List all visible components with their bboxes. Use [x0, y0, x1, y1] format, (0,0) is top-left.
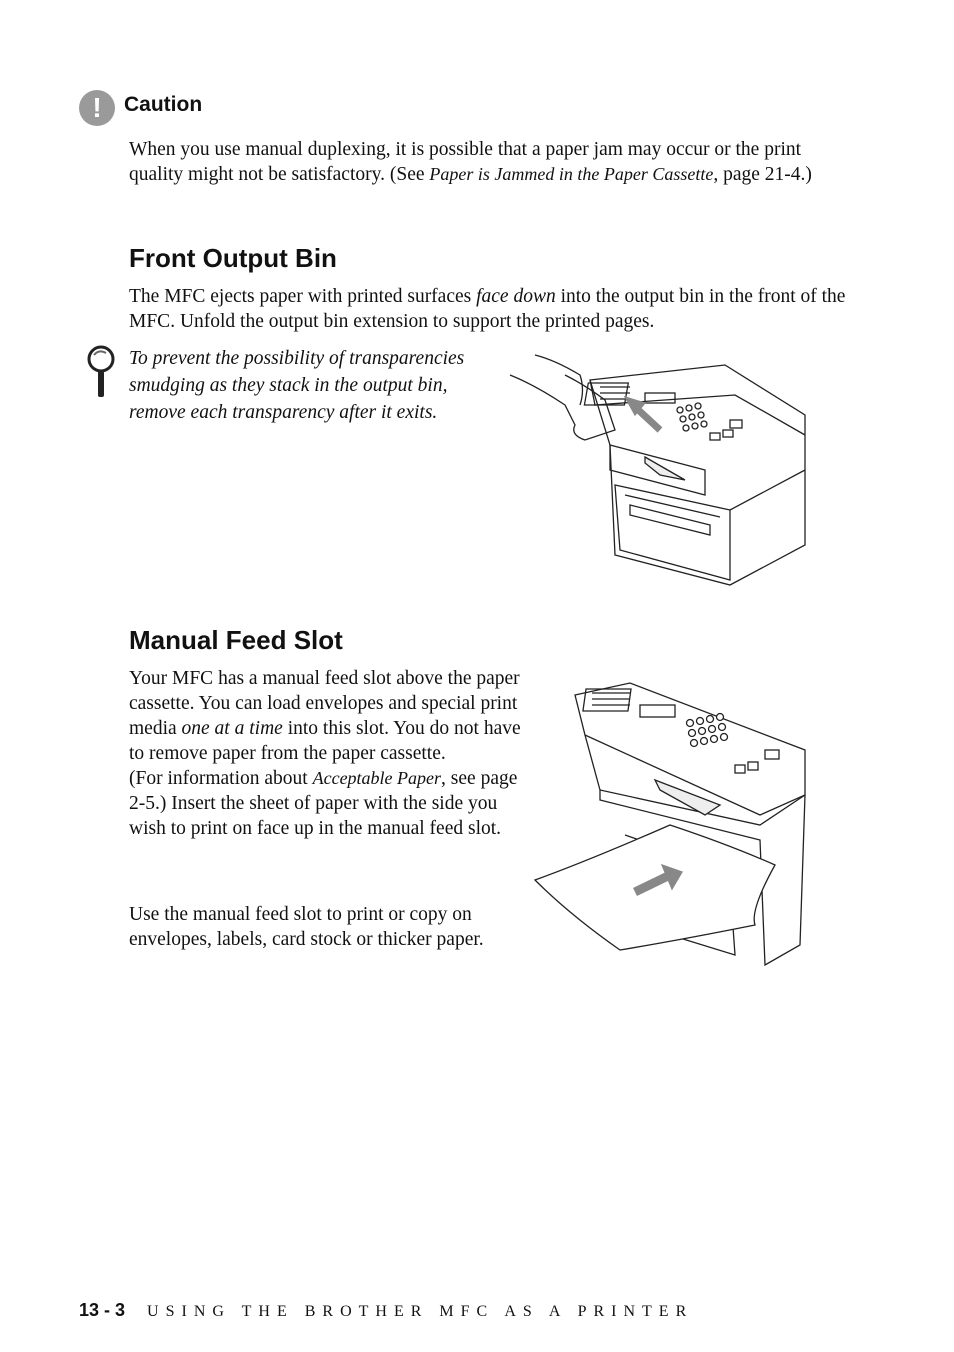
magnifier-icon — [86, 345, 120, 401]
caution-text — [129, 137, 829, 187]
front-output-bin-text — [129, 284, 849, 334]
manual-reference: Acceptable Paper — [312, 768, 442, 788]
caution-title: Caution — [124, 93, 203, 116]
caution-exclamation-icon: ! — [79, 90, 115, 126]
front-output-bin-illustration — [505, 345, 825, 590]
front-text-part: The MFC ejects paper with printed surfaces — [129, 286, 477, 307]
manual-text-part: (For information about — [129, 768, 313, 789]
manual-text-part: into this slot. You do not have to remove paper from the paper cassette. — [129, 718, 521, 764]
manual-text-part: Your MFC has a manual feed slot above the paper cassette. You can load envelopes and special print media — [129, 668, 520, 739]
front-output-bin-heading: Front Output Bin — [129, 243, 337, 273]
manual-feed-paragraph-1 — [129, 666, 524, 841]
manual-feed-slot-heading: Manual Feed Slot — [129, 625, 343, 655]
caution-text-part: , page 21-4.) — [713, 164, 812, 185]
manual-feed-illustration — [530, 675, 830, 975]
transparency-note: To prevent the possibility of transparencies smudging as they stack in the output bin, remove each transparency after it exits. — [129, 348, 465, 423]
front-text-emphasis: face down — [476, 286, 556, 307]
caution-reference: Paper is Jammed in the Paper Cassette — [429, 164, 714, 184]
caution-text-part: When you use manual duplexing, it is possible that a paper jam may occur or the print quality might not be satisfactory. (See — [129, 139, 802, 185]
manual-text-part: , see page 2-5.) Insert the sheet of paper with the side you wish to print on face up in the manual feed slot. — [129, 768, 518, 839]
page-number: 13 - 3 — [79, 1300, 126, 1320]
chapter-title: USING THE BROTHER MFC AS A PRINTER — [147, 1303, 694, 1320]
manual-text-emphasis: one at a time — [181, 718, 283, 739]
page-footer — [79, 1300, 693, 1321]
manual-feed-paragraph-2: Use the manual feed slot to print or copy on envelopes, labels, card stock or thicker paper. — [129, 904, 484, 950]
front-text-part: into the output bin in the front of the MFC. Unfold the output bin extension to support the printed pages. — [129, 286, 846, 332]
